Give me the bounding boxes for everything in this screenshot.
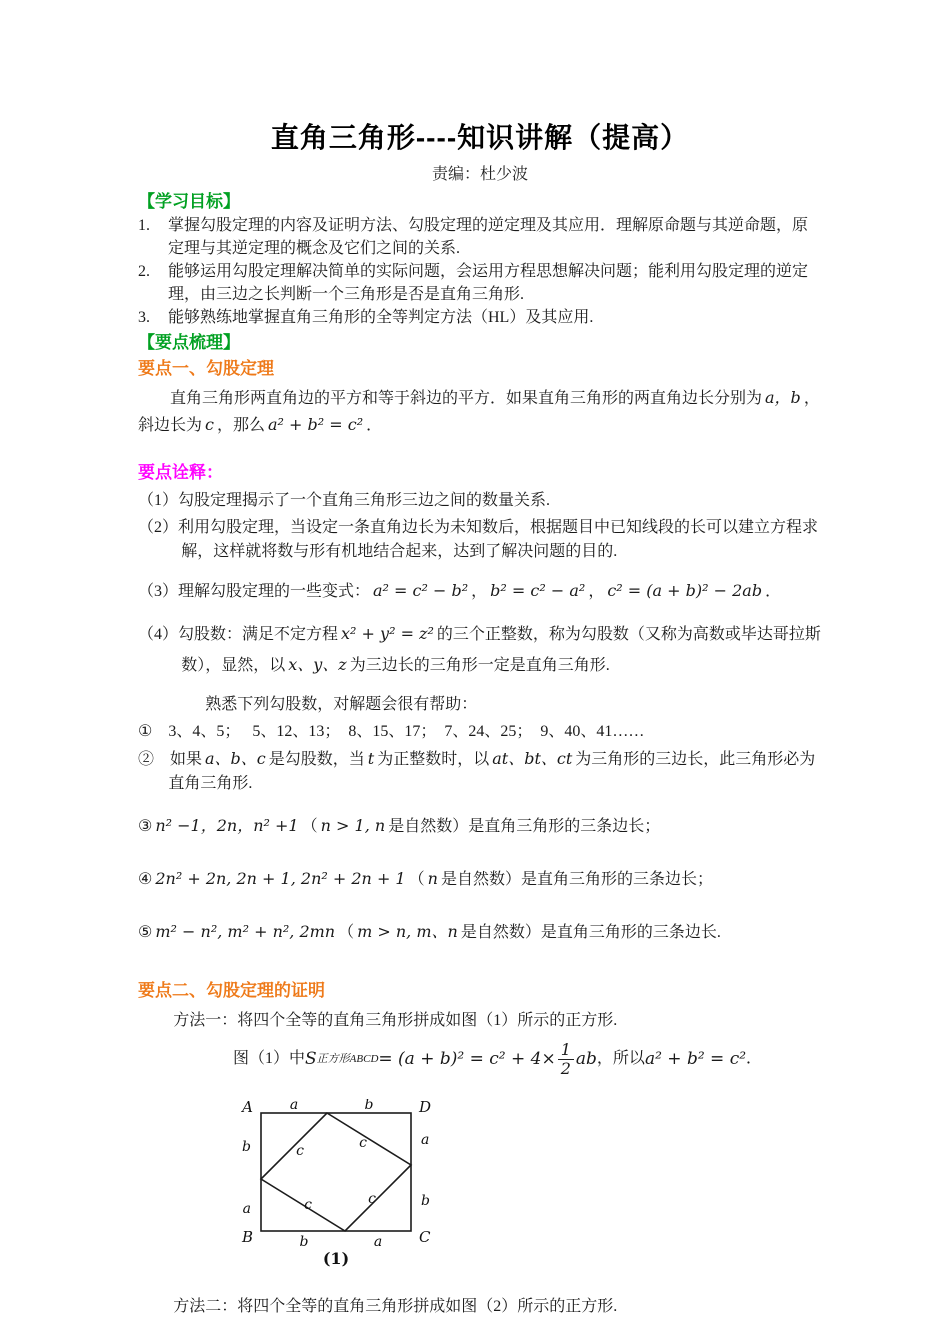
outer-square xyxy=(261,1113,411,1231)
formula-middle: = (a + b)² = c² + 4× xyxy=(378,1049,556,1070)
top-edge-label-b: b xyxy=(364,1099,374,1114)
corner-label-B: B xyxy=(241,1228,253,1247)
area-formula xyxy=(233,1041,822,1077)
method-two-text: 方法二：将四个全等的直角三角形拼成如图（2）所示的正方形. xyxy=(173,1298,618,1316)
bottom-edge-label-a: a xyxy=(373,1234,383,1251)
goal-text: 能够运用勾股定理解决简单的实际问题，会运用方程思想解决问题；能利用勾股定理的逆定理，由三边之长判断一个三角形是否是直角三角形. xyxy=(168,263,809,303)
figure-1 xyxy=(226,1099,456,1269)
right-edge-label-a: a xyxy=(421,1132,430,1149)
area-subscript: 正方形ABCD xyxy=(316,1053,379,1066)
method-one-text: 方法一：将四个全等的直角三角形拼成如图（1）所示的正方形. xyxy=(173,1012,618,1029)
goal-text: 能够熟练地掌握直角三角形的全等判定方法（HL）及其应用. xyxy=(168,309,594,326)
learning-goals-header: 【学习目标】 xyxy=(138,192,240,211)
triple-item-3: ③ n² −1，2n，n² +1 （ n > 1, n 是自然数）是直角三角形的三条边长； xyxy=(138,816,661,835)
pythagorean-statement: 直角三角形两直角边的平方和等于斜边的平方．如果直角三角形的两直角边长分别为 a，b ，斜边长为 c ，那么 a² + b² = c² ． xyxy=(138,388,820,434)
spacer xyxy=(138,963,822,977)
document-content xyxy=(138,120,822,1319)
fraction-numerator: 1 xyxy=(560,1040,571,1059)
inner-side-label-c4: c xyxy=(304,1197,312,1214)
goal-number: 3. xyxy=(138,309,150,326)
note-item-2: （2）利用勾股定理，当设定一条直角边长为未知数后，根据题目中已知线段的长可以建立方程求解，这样就将数与形有机地结合起来，达到了解决问题的目的. xyxy=(138,519,819,560)
goal-text: 掌握勾股定理的内容及证明方法、勾股定理的逆定理及其应用．理解原命题与其逆命题，原定理与其逆定理的概念及它们之间的关系. xyxy=(168,217,809,257)
left-edge-label-b: b xyxy=(242,1139,251,1156)
inner-side-label-c2: c xyxy=(359,1135,367,1152)
formula-separator: ，所以 xyxy=(596,1050,645,1068)
formula-prefix: 图（1）中 xyxy=(233,1050,306,1068)
editor-byline: 责编：杜少波 xyxy=(431,166,528,183)
corner-label-D: D xyxy=(419,1099,432,1117)
notes-heading: 要点诠释： xyxy=(138,463,223,482)
fraction-one-half xyxy=(558,1041,574,1077)
right-edge-label-b: b xyxy=(421,1193,430,1210)
point1-heading: 要点一、勾股定理 xyxy=(138,359,274,378)
note-item-1: （1）勾股定理揭示了一个直角三角形三边之间的数量关系. xyxy=(138,492,551,509)
goal-number: 2. xyxy=(138,263,150,280)
page-title: 直角三角形----知识讲解（提高） xyxy=(270,122,690,153)
triple-item-1: ① 3、4、5； 5、12、13； 8、15、17； 7、24、25； 9、40、41…… xyxy=(138,723,645,740)
triple-item-4: ④ 2n² + 2n, 2n + 1, 2n² + 2n + 1 （ n 是自然数）是直角三角形的三条边长； xyxy=(138,869,713,888)
left-edge-label-a: a xyxy=(242,1201,251,1218)
familiar-triples-intro: 熟悉下列勾股数，对解题会很有帮助： xyxy=(205,696,478,713)
bottom-edge-label-b: b xyxy=(299,1234,309,1251)
area-symbol: S xyxy=(305,1049,317,1070)
formula-conclusion: a² + b² = c² xyxy=(644,1049,747,1070)
formula-period: ． xyxy=(746,1050,763,1068)
inner-side-label-c1: c xyxy=(296,1143,304,1160)
figure-caption: (1) xyxy=(322,1249,350,1269)
top-edge-label-a: a xyxy=(289,1099,299,1114)
key-outline-header: 【要点梳理】 xyxy=(138,333,240,352)
note-item-4: （4）勾股数：满足不定方程 x² + y² = z² 的三个正整数，称为勾股数（又称为高数或毕达哥拉斯数），显然，以 x、y、z 为三边长的三角形一定是直角三角形. xyxy=(138,624,821,674)
triple-item-2: ② 如果 a、b、c 是勾股数，当 t 为正整数时，以 at、bt、ct 为三角形的三边长，此三角形必为直角三角形. xyxy=(138,749,816,792)
corner-label-A: A xyxy=(242,1099,253,1117)
fraction-denominator: 2 xyxy=(558,1059,574,1078)
goal-item-2 xyxy=(138,260,822,306)
inner-square xyxy=(261,1113,411,1231)
goal-number: 1. xyxy=(138,217,150,234)
pythagoras-proof-diagram xyxy=(226,1099,456,1269)
goal-item-1 xyxy=(138,214,822,260)
point2-heading: 要点二、勾股定理的证明 xyxy=(138,981,325,1000)
triple-item-5: ⑤ m² − n², m² + n², 2mn （ m > n, m、n 是自然数）是直角三角形的三条边长. xyxy=(138,922,721,941)
goal-item-3 xyxy=(138,306,822,329)
formula-tail: ab xyxy=(575,1049,597,1070)
note-item-3: （3）理解勾股定理的一些变式： a² = c² − b² ， b² = c² − a² ， c² = (a + b)² − 2ab ． xyxy=(138,581,782,600)
inner-side-label-c3: c xyxy=(368,1191,376,1208)
corner-label-C: C xyxy=(419,1228,431,1247)
